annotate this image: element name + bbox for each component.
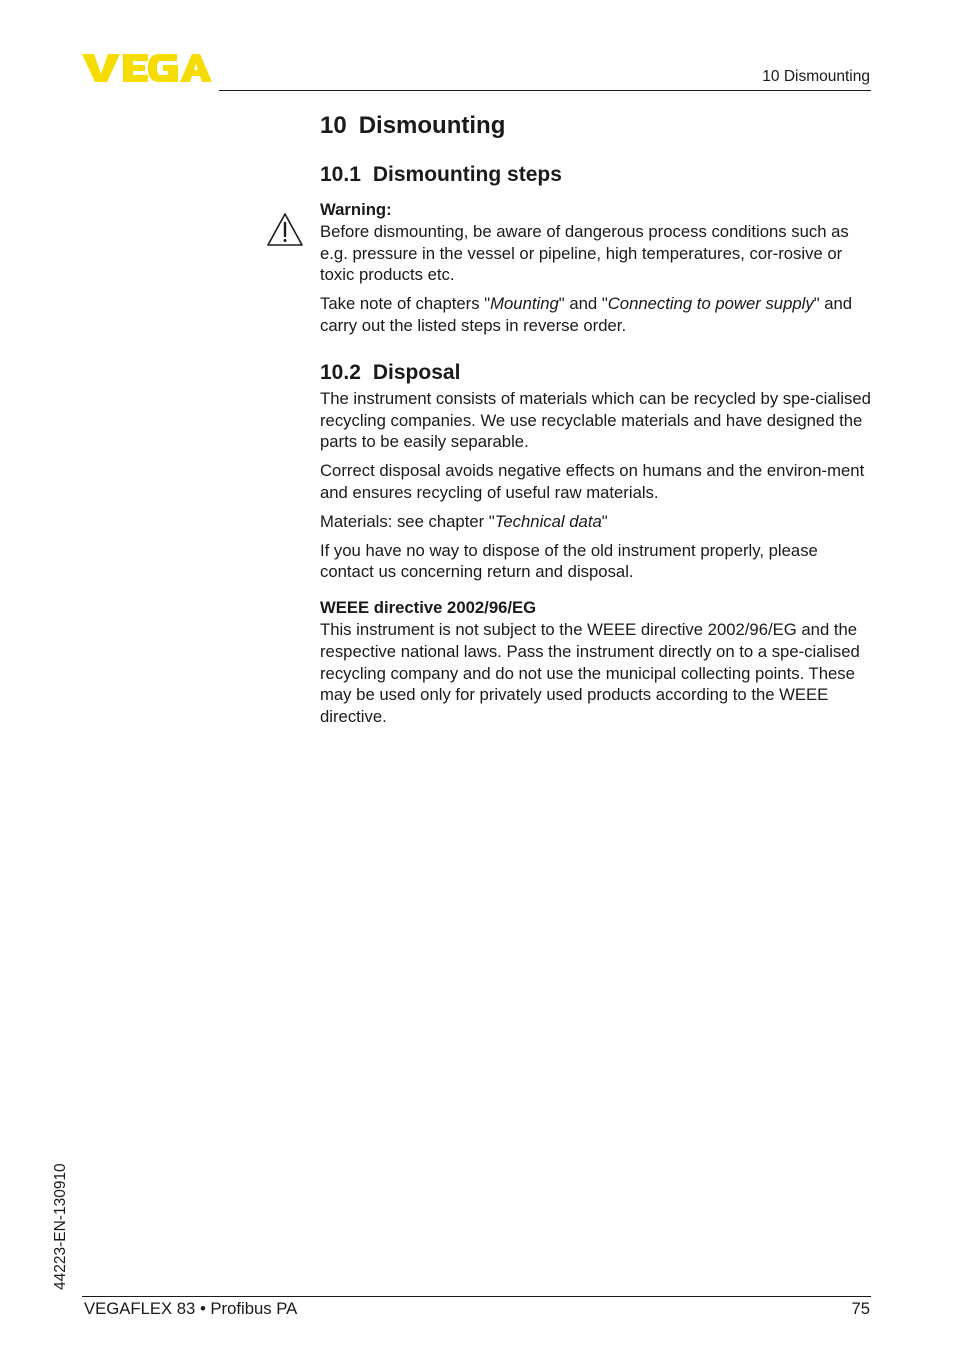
footer-rule — [82, 1296, 871, 1297]
chapter-ref-power-supply: Connecting to power supply — [607, 294, 814, 314]
footer-product: VEGAFLEX 83 • Profibus PA — [84, 1299, 298, 1318]
main-content — [320, 110, 872, 735]
weee-text: This instrument is not subject to the WEEE directive 2002/96/EG and the respective national laws. Pass the instrument directly on to a spe-cialised recycling company and do not use the municipal collecting points. These may be used only for privately used products according to the WEEE directive. — [320, 619, 860, 727]
warning-text: Before dismounting, be aware of dangerous process conditions such as e.g. pressure in the vessel or pipeline, high temperatures, cor-rosive or toxic products etc. — [320, 221, 849, 285]
warning-label: Warning: — [320, 200, 392, 219]
disposal-paragraph-4: If you have no way to dispose of the old instrument properly, please contact us concerning return and disposal. — [320, 540, 818, 582]
chapter-title: 10 Dismounting — [320, 112, 506, 139]
section-title-dismounting-steps: 10.1 Dismounting steps — [320, 163, 562, 186]
chapter-ref-mounting: Mounting — [490, 294, 559, 314]
document-code: 44223-EN-130910 — [52, 1163, 69, 1290]
materials-note: Materials: see chapter "Technical data" — [320, 511, 608, 531]
vega-logo — [82, 52, 212, 84]
section-title-disposal: 10.2 Disposal — [320, 360, 461, 384]
running-head: 10 Dismounting — [762, 68, 870, 85]
warning-triangle-icon — [266, 212, 304, 247]
disposal-paragraph-2: Correct disposal avoids negative effects on humans and the environ-ment and ensures recycling of useful raw materials. — [320, 461, 865, 502]
header-rule — [219, 90, 871, 91]
dismount-note: Take note of chapters "Mounting" and "Connecting to power supply" and carry out the listed steps in reverse order. — [320, 294, 853, 335]
weee-heading: WEEE directive 2002/96/EG — [320, 598, 537, 618]
page-number: 75 — [851, 1299, 870, 1318]
disposal-paragraph-1: The instrument consists of materials which can be recycled by spe-cialised recycling companies. We use recyclable materials and have designed the parts to be easily separable. — [320, 388, 871, 452]
chapter-ref-technical-data: Technical data — [494, 511, 602, 531]
